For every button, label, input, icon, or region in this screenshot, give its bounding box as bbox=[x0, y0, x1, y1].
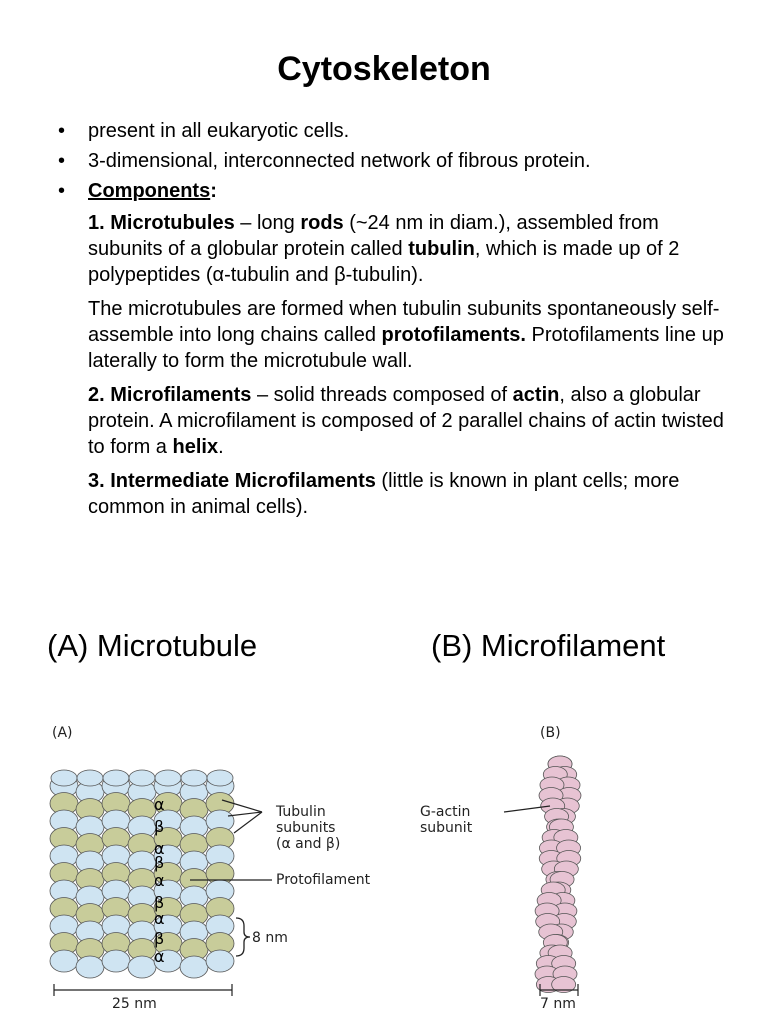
tubulin-subunit bbox=[128, 956, 156, 978]
protofilament-label: Protofilament bbox=[276, 872, 371, 888]
figure-title-b: (B) Microfilament bbox=[431, 628, 666, 663]
helix-term: helix bbox=[172, 436, 219, 458]
tubulin-label-line-3: (α and β) bbox=[276, 836, 341, 852]
rods-term: rods bbox=[300, 212, 344, 234]
alpha-label: α bbox=[154, 871, 165, 890]
figure-title-a: (A) Microtubule bbox=[47, 628, 258, 663]
tubulin-subunit bbox=[103, 770, 129, 786]
bullet-dot: • bbox=[58, 120, 66, 142]
para-microtubules bbox=[88, 210, 738, 288]
components-colon: : bbox=[210, 180, 217, 202]
bullet-network bbox=[58, 148, 738, 174]
microfilaments-text-3: . bbox=[218, 436, 224, 458]
tubulin-subunit bbox=[180, 956, 208, 978]
actin-term: actin bbox=[512, 384, 560, 406]
tubulin-subunit bbox=[76, 956, 104, 978]
alpha-label: α bbox=[154, 795, 165, 814]
microfilaments-heading: 2. Microfilaments bbox=[88, 384, 252, 406]
bullet-dot: • bbox=[58, 180, 66, 202]
para-intermediate bbox=[88, 468, 738, 520]
tubulin-subunit bbox=[129, 770, 155, 786]
beta-label: β bbox=[154, 929, 165, 948]
microtubules-text-1: – long bbox=[234, 212, 301, 234]
protofilaments-term: protofilaments. bbox=[381, 324, 526, 346]
protofilaments-text-2: Protofilaments line up laterally to form the microtubule wall. bbox=[88, 324, 724, 372]
microfilament-diagram bbox=[400, 718, 740, 1018]
microfilaments-text-2: , also a globular protein. A microfilament is composed of 2 parallel chains of actin twisted to form a bbox=[88, 384, 724, 458]
beta-label: β bbox=[154, 853, 165, 872]
panel-label-b: (B) bbox=[540, 725, 561, 741]
tubulin-subunit bbox=[155, 770, 181, 786]
tubulin-label-line-1: Tubulin bbox=[276, 804, 326, 820]
para-microfilaments bbox=[88, 382, 738, 460]
label-7nm: 7 nm bbox=[540, 996, 576, 1012]
intermediate-text: (little is known in plant cells; more common in animal cells). bbox=[88, 470, 680, 518]
alpha-label: α bbox=[154, 909, 165, 928]
microtubules-text-2: (~24 nm in diam.), assembled from subunits of a globular protein called bbox=[88, 212, 659, 260]
microfilaments-text-1: – solid threads composed of bbox=[251, 384, 513, 406]
beta-label: β bbox=[154, 893, 165, 912]
components-heading: Components bbox=[88, 180, 211, 202]
alpha-label: α bbox=[154, 947, 165, 966]
tubulin-subunit bbox=[207, 770, 233, 786]
alpha-label: α bbox=[154, 839, 165, 858]
actin-helix bbox=[535, 756, 581, 993]
microtubule-diagram bbox=[40, 718, 440, 1018]
subunit-labels bbox=[154, 795, 165, 966]
gactin-label-line-2: subunit bbox=[420, 820, 473, 836]
protofilaments-text-1: The microtubules are formed when tubulin subunits spontaneously self-assemble into long chains called bbox=[88, 298, 720, 346]
para-protofilaments bbox=[88, 296, 738, 374]
tubulin-term: tubulin bbox=[408, 238, 475, 260]
bullet-text: 3-dimensional, interconnected network of fibrous protein. bbox=[88, 150, 591, 172]
tubulin-subunit bbox=[102, 950, 130, 972]
tubulin-subunit bbox=[206, 950, 234, 972]
bullet-eukaryotic bbox=[58, 118, 738, 144]
bullet-list bbox=[58, 118, 738, 528]
tubulin-subunit bbox=[50, 950, 78, 972]
intermediate-heading: 3. Intermediate Microfilaments bbox=[88, 470, 376, 492]
tubulin-subunit bbox=[77, 770, 103, 786]
panel-label-a: (A) bbox=[52, 725, 73, 741]
bullet-components bbox=[58, 178, 738, 204]
beta-label: β bbox=[154, 817, 165, 836]
page-title: Cytoskeleton bbox=[277, 50, 491, 88]
brace-8nm bbox=[236, 918, 250, 956]
tubulin-label-line-2: subunits bbox=[276, 820, 336, 836]
bullet-dot: • bbox=[58, 150, 66, 172]
tubulin-subunit bbox=[51, 770, 77, 786]
microtubules-heading: 1. Microtubules bbox=[88, 212, 235, 234]
label-8nm: 8 nm bbox=[252, 930, 288, 946]
label-25nm: 25 nm bbox=[112, 996, 157, 1012]
tubulin-subunit bbox=[181, 770, 207, 786]
bullet-text: present in all eukaryotic cells. bbox=[88, 120, 350, 142]
scale-bar-25nm bbox=[54, 984, 232, 996]
components-body bbox=[58, 210, 738, 520]
microtubule-body bbox=[50, 770, 234, 978]
microtubules-text-3: , which is made up of 2 polypeptides (α-tubulin and β-tubulin). bbox=[88, 238, 680, 286]
gactin-label-line-1: G-actin bbox=[420, 804, 471, 820]
